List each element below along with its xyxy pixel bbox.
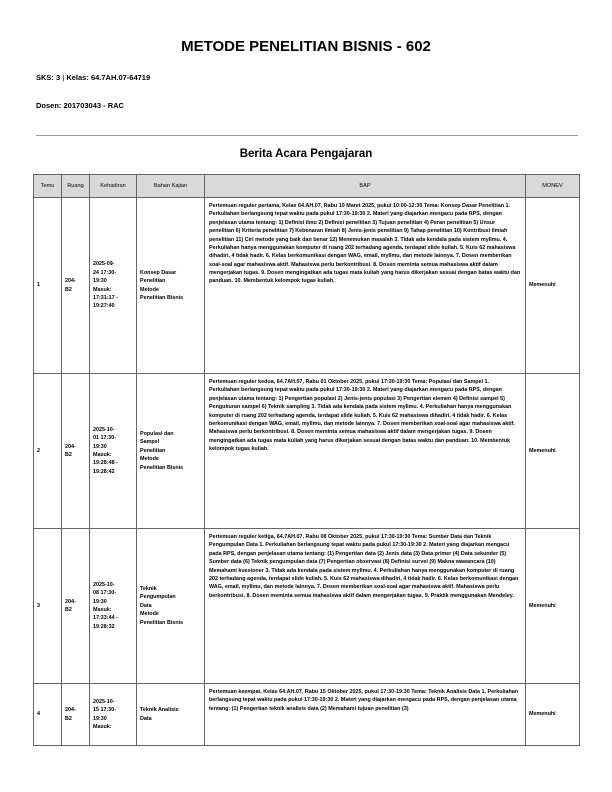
bap-cell: Pertemuan reguler pertama, Kelas 64.AH.07, Rabu 10 Maret 2025, pukul 10:00-12:30 Tema: Konsep Dasar Penelitian 1. Perkuliahan berlangsung tepat waktu pada pukul 17:30-19:30 2. Materi yang diajarkan mengacu pada RPS, dengan penjelasan utama tentang: 1) Definisi ilmu 2) Definisi penelitian 3) Tujuan penelitian 4) Peran penelitian 5) Unsur penelitian 6) Kriteria penelitian 7) Kebenaran ilmiah 8) Jenis-jenis penelitian 9) Tahap penelitian 10) Kontribusi ilmiah penelitian 11) Ciri metode yang baik dan benar 12) Menemukan masalah 3. Tidak ada kendala pada sistem myIlmu. 4. Perkuliahan hanya menggunakan komputer di ruang 202 terhadang agenda, terdapat slide kuliah. 5. Kuis 62 mahasiswa dihadiri, 4 tidak hadir. 6. Kelas berkomunikasi dengan WAG, email, myIlmu, dan metode lainnya. 7. Dosen memberikan soal-soal agar mahasiswa aktif. Mahasiswa perlu berkontribusi. 8. Dosen meminta semua mahasiswa aktif dalam mengerjakan tugas. 9. Dosen mengingatkan ada tugas mata kuliah yang harus dikerjakan sesuai dengan batas waktu dan panduan. 10. Membentuk kelompok tugas kuliah. [209,203,521,285]
bap-cell: Pertemuan reguler ketiga, 64.7AH.07, Rabu 08 Oktober 2025, pukul 17:30-19:30 Tema: Sumber Data dan Teknik Pengumpulan Data 1. Perkuliahan berlangsung tepat waktu pada pukul 17:30-19:30 2. Materi yang diajarkan mengacu pada RPS, dengan penjelasan utama tentang: (1) Pengertian data (2) Jenis data (3) Data primer (4) Data sekunder (5) Sumber data (6) Teknik pengumpulan data (7) Pengertian observasi (8) Definisi survei (9) Makna wawancara (10) Memahami kuesioner 3. Tidak ada kendala pada sistem myIlmu. 4. Perkuliahan hanya menggunakan komputer di ruang 202 terhadang agenda, terdapat slide kuliah. 5. Kuis 62 mahasiswa dihadiri, 4 tidak hadir. 6. Kelas berkomunikasi dengan WAG, email, myIlmu, dan metode lainnya. 7. Dosen memberikan soal-soal agar mahasiswa aktif. Mahasiswa perlu berkontribusi. 8. Dosen meminta semua mahasiswa aktif dalam mengerjakan tugas. 9. Praktik menggunakan Mendeley. [209,534,519,599]
table-row [34,684,580,746]
col-header-kehadiran: Kehadiran [90,175,137,198]
kelas-value: 64.7AH.07-64719 [90,73,151,82]
dosen-label: Dosen: [36,101,62,110]
temu-cell: 1 [34,198,62,374]
table-row [34,198,580,374]
col-header-ruang: Ruang [62,175,90,198]
sks-label: SKS: [36,73,54,82]
ruang-cell: 204- B2 [65,598,76,613]
ruang-cell: 204- B2 [65,707,76,722]
page-title: METODE PENELITIAN BISNIS - 602 [181,38,431,55]
kehadiran-cell: 2025-09- 24 17:30- 19:30 Masuk: 17:31:17 - 19:27:40 [93,261,118,310]
monev-cell: Memenuhi [526,529,580,684]
table-row [34,374,580,529]
meta-separator: | [62,73,65,82]
teaching-record-table [33,174,580,746]
lecturer-meta [36,101,124,110]
col-header-bap: BAP [205,175,526,198]
bahan-kajian-cell: Teknik Pengumpulan Data Metode Penelitian Bisnis [140,586,184,626]
monev-cell: Memenuhi [526,198,580,374]
monev-cell: Memenuhi [526,684,580,746]
table-header-row [34,175,580,198]
bap-cell: Pertemuan reguler kedua, 64.7AH.07, Rabu 01 Oktober 2025, pukul 17:30-19:30 Tema: Populasi dan Sampel 1. Perkuliahan berlangsung tepat waktu pada pukul 17:30-19:30 2. Materi yang diajarkan mengacu pada RPS, dengan penjelasan utama tentang: 1) Pengertian populasi 2) Jenis-jenis populasi 3) Pengertian elemen 4) Definisi sampel 5) Pengukuran sampel 6) Teknik sampling 3. Tidak ada kendala pada sistem myIlmu. 4. Perkuliahan hanya menggunakan komputer di ruang 202 terhadang agenda, terdapat slide kuliah. 5. Kuis 62 mahasiswa dihadiri, 4 tidak hadir. 6. Kelas berkomunikasi dengan WAG, email, myIlmu, dan metode lainnya. 7. Dosen memberikan soal-soal agar mahasiswa aktif. Mahasiswa perlu berkontribusi. 8. Dosen meminta semua mahasiswa aktif dalam mengerjakan tugas. 9. Dosen mengingatkan ada tugas mata kuliah yang harus dikerjakan sesuai dengan batas waktu dan panduan. 10. Membentuk kelompok tugas kuliah. [209,379,515,452]
col-header-monev: MONEV [526,175,580,198]
dosen-value: 201703043 - RAC [63,101,124,110]
col-header-temu: Temu [34,175,62,198]
table-row [34,529,580,684]
section-title: Berita Acara Pengajaran [239,148,373,160]
bahan-kajian-cell: Teknik Analisis Data [140,707,179,722]
col-header-bahan-kajian: Bahan Kajian [137,175,205,198]
temu-cell: 3 [34,529,62,684]
course-meta [36,73,150,82]
temu-cell: 2 [34,374,62,529]
kehadiran-cell: 2025-10- 08 17:30- 19:30 Masuk: 17:33:44 - 19:28:32 [93,581,118,630]
kelas-label: Kelas: [66,73,89,82]
kehadiran-cell: 2025-10- 15 17:30- 19:30 Masuk: [93,698,117,730]
ruang-cell: 204- B2 [65,443,76,458]
temu-cell: 4 [34,684,62,746]
sks-value: 3 [56,73,61,82]
bahan-kajian-cell: Konsep Dasar Penelitian Metode Penelitian Bisnis [140,269,184,301]
ruang-cell: 204- B2 [65,278,76,293]
monev-cell: Memenuhi [526,374,580,529]
kehadiran-cell: 2025-10- 01 17:30- 19:30 Masuk: 19:28:48 - 19:28:42 [93,426,118,475]
bahan-kajian-cell: Populasi dan Sampel Penelitian Metode Penelitian Bisnis [140,431,184,471]
bap-cell: Pertemuan keempat, Kelas 64.AH.07, Rabu 15 Oktober 2025, pukul 17:30-19:30 Tema: Teknik Analisis Data 1. Perkuliahan berlangsung tepat waktu pada pukul 17:30-19:30 2. Materi yang diajarkan mengacu pada RPS, dengan penjelasan utama tentang: (1) Pengertian teknik analisis data (2) Memahami tujuan penelitian (3) [209,689,519,712]
divider [36,135,578,136]
